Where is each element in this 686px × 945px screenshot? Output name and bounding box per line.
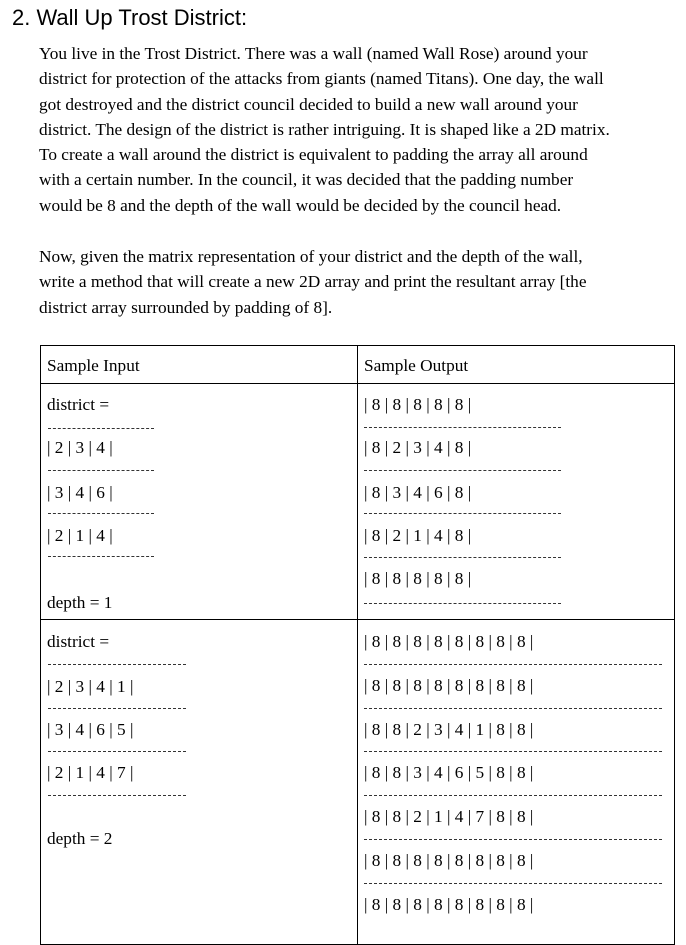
row-separator (364, 603, 561, 604)
output-row: | 8 | 2 | 3 | 4 | 8 | (364, 438, 472, 457)
header-divider (41, 383, 674, 384)
row-separator (48, 708, 186, 709)
row-separator (364, 795, 662, 796)
output-row: | 8 | 8 | 8 | 8 | 8 | (364, 395, 472, 414)
task-description (39, 244, 679, 320)
output-row: | 8 | 8 | 8 | 8 | 8 | (364, 569, 472, 588)
output-row: | 8 | 8 | 8 | 8 | 8 | 8 | 8 | 8 | (364, 851, 534, 870)
output-row: | 8 | 8 | 8 | 8 | 8 | 8 | 8 | 8 | (364, 895, 534, 914)
row-separator (48, 795, 186, 796)
row-separator (364, 513, 561, 514)
output-row: | 8 | 8 | 3 | 4 | 6 | 5 | 8 | 8 | (364, 763, 534, 782)
description-line: district. The design of the district is rather intriguing. It is shaped like a 2D matrix. (39, 119, 610, 139)
output-row: | 8 | 3 | 4 | 6 | 8 | (364, 483, 472, 502)
description-line: with a certain number. In the council, it was decided that the padding number (39, 170, 574, 190)
output-row: | 8 | 8 | 2 | 1 | 4 | 7 | 8 | 8 | (364, 807, 534, 826)
description-line: would be 8 and the depth of the wall would be decided by the council head. (39, 195, 562, 215)
description-line: district for protection of the attacks from giants (named Titans). One day, the wall (39, 69, 604, 89)
sample-output-header: Sample Output (364, 356, 469, 375)
sample-table (40, 345, 675, 945)
row-separator (364, 708, 662, 709)
column-divider (357, 346, 358, 944)
task-line: write a method that will create a new 2D array and print the resultant array [the (39, 272, 587, 292)
district-label: district = (47, 632, 110, 651)
row-separator (48, 470, 154, 471)
output-row: | 8 | 8 | 8 | 8 | 8 | 8 | 8 | 8 | (364, 676, 534, 695)
input-row: | 2 | 1 | 4 | 7 | (47, 763, 134, 782)
row-separator (364, 751, 662, 752)
depth-label: depth = 2 (47, 829, 113, 848)
task-line: district array surrounded by padding of 8]. (39, 297, 333, 317)
output-row: | 8 | 8 | 8 | 8 | 8 | 8 | 8 | 8 | (364, 632, 534, 651)
description-line: got destroyed and the district council decided to build a new wall around your (39, 94, 578, 114)
problem-heading: 2. Wall Up Trost District: (12, 5, 248, 30)
row-separator (48, 556, 154, 557)
problem-description (39, 41, 679, 218)
input-row: | 3 | 4 | 6 | 5 | (47, 720, 134, 739)
sample-divider (41, 619, 674, 620)
depth-label: depth = 1 (47, 593, 113, 612)
description-line: To create a wall around the district is equivalent to padding the array all around (39, 145, 588, 165)
description-line: You live in the Trost District. There was a wall (named Wall Rose) around your (39, 44, 588, 63)
row-separator (364, 557, 561, 558)
row-separator (48, 513, 154, 514)
input-row: | 2 | 3 | 4 | 1 | (47, 677, 134, 696)
row-separator (48, 751, 186, 752)
row-separator (364, 427, 561, 428)
district-label: district = (47, 395, 110, 414)
input-row: | 2 | 1 | 4 | (47, 526, 113, 545)
row-separator (364, 664, 662, 665)
output-row: | 8 | 2 | 1 | 4 | 8 | (364, 526, 472, 545)
row-separator (48, 428, 154, 429)
row-separator (364, 883, 662, 884)
task-line: Now, given the matrix representation of your district and the depth of the wall, (39, 247, 583, 266)
output-row: | 8 | 8 | 2 | 3 | 4 | 1 | 8 | 8 | (364, 720, 534, 739)
row-separator (364, 470, 561, 471)
row-separator (48, 664, 186, 665)
input-row: | 2 | 3 | 4 | (47, 438, 113, 457)
row-separator (364, 839, 662, 840)
sample-input-header: Sample Input (47, 356, 140, 375)
input-row: | 3 | 4 | 6 | (47, 483, 113, 502)
